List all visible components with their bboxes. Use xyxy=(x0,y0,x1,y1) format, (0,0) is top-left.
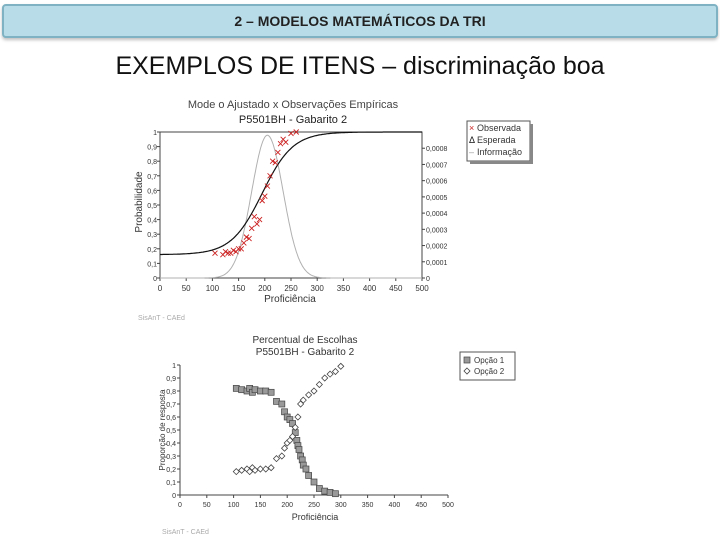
chart-legend xyxy=(460,352,515,380)
observed-point xyxy=(213,251,218,256)
chart-legend xyxy=(467,121,533,164)
y-tick-label: 0,4 xyxy=(147,217,157,225)
option1-point xyxy=(279,401,285,407)
option1-point xyxy=(268,389,274,395)
chart-title: Percentual de Escolhas xyxy=(252,335,358,346)
x-tick-label: 300 xyxy=(334,502,347,509)
option2-point xyxy=(295,414,301,420)
y2-tick-label: 0,0007 xyxy=(426,162,448,170)
x-tick-label: 0 xyxy=(178,502,182,509)
y-tick-label: 0,3 xyxy=(147,232,157,240)
y2-tick-label: 0,0008 xyxy=(426,146,448,154)
chart-title: Mode o Ajustado x Observações Empíricas xyxy=(187,99,399,111)
option1-point xyxy=(303,466,309,472)
legend-label-option1: Opção 1 xyxy=(474,356,505,365)
y-tick-label: 0 xyxy=(153,276,157,283)
x-tick-label: 150 xyxy=(254,502,267,509)
observed-point xyxy=(257,217,262,222)
chart-subtitle: P5501BH - Gabarito 2 xyxy=(238,114,348,126)
y-tick-label: 0,9 xyxy=(147,144,157,152)
x-tick-label: 100 xyxy=(227,502,240,509)
x-tick-label: 300 xyxy=(310,284,324,293)
y-tick-label: 0,7 xyxy=(166,402,176,409)
option1-point xyxy=(306,473,312,479)
y-tick-label: 0,2 xyxy=(166,467,176,474)
y-tick-label: 0,3 xyxy=(166,454,176,461)
chart-subtitle: P5501BH - Gabarito 2 xyxy=(255,347,355,358)
observed-point xyxy=(278,141,283,146)
option2-point xyxy=(327,371,333,377)
y-tick-label: 0,5 xyxy=(166,428,176,435)
x-tick-label: 500 xyxy=(442,502,454,509)
x-tick-label: 400 xyxy=(388,502,401,509)
option2-point xyxy=(338,363,344,369)
observed-point xyxy=(252,214,257,219)
legend-marker-observed: × xyxy=(469,123,475,133)
option2-point xyxy=(233,469,239,475)
y-tick-label: 0,2 xyxy=(147,246,157,254)
y2-tick-label: 0,0003 xyxy=(426,227,448,235)
x-tick-label: 200 xyxy=(258,284,272,293)
option2-point xyxy=(306,392,312,398)
legend-label-information: Informação xyxy=(477,147,523,157)
y-tick-label: 0,5 xyxy=(147,203,157,210)
y-tick-label: 0,6 xyxy=(166,415,176,422)
observed-point xyxy=(262,194,267,199)
slide-title: EXEMPLOS DE ITENS – discriminação boa xyxy=(115,52,605,80)
x-tick-label: 350 xyxy=(361,502,374,509)
y-tick-label: 0,1 xyxy=(147,261,157,269)
observed-point xyxy=(260,198,265,203)
x-tick-label: 350 xyxy=(336,284,351,293)
x-tick-label: 400 xyxy=(362,284,377,293)
expected-curve xyxy=(160,132,422,255)
x-axis-label: Proficiência xyxy=(291,512,339,522)
option2-point xyxy=(311,388,317,394)
observed-point xyxy=(249,226,254,231)
information-curve xyxy=(160,135,422,278)
y-tick-label: 0,8 xyxy=(166,389,176,396)
x-tick-label: 250 xyxy=(284,284,298,293)
option2-point xyxy=(332,369,338,375)
y2-tick-label: 0 xyxy=(426,276,430,283)
option2-point xyxy=(273,456,279,462)
option2-point xyxy=(268,465,274,471)
y-tick-label: 0,8 xyxy=(147,159,157,167)
y-axis-label: Probabilidade xyxy=(134,171,145,233)
y2-tick-label: 0,0001 xyxy=(426,259,448,267)
option1-point xyxy=(311,479,317,485)
option2-point xyxy=(316,382,322,388)
legend-marker-expected: Δ xyxy=(469,135,476,145)
chart-footer: SisAnT - CAEd xyxy=(138,315,185,322)
option-choice-chart xyxy=(0,328,720,540)
y2-tick-label: 0,0006 xyxy=(426,178,448,186)
option2-point xyxy=(263,466,269,472)
chart-footer: SisAnT - CAEd xyxy=(162,529,209,536)
y-tick-label: 1 xyxy=(153,130,157,137)
y-tick-label: 0,6 xyxy=(147,188,157,196)
x-tick-label: 500 xyxy=(415,284,429,293)
icc-chart xyxy=(0,90,720,326)
plot-frame xyxy=(160,132,422,278)
y-tick-label: 0,4 xyxy=(166,441,176,448)
x-tick-label: 50 xyxy=(202,502,211,509)
legend-label-option2: Opção 2 xyxy=(474,367,505,376)
option2-point xyxy=(282,445,288,451)
option1-point xyxy=(296,447,302,453)
legend-label-observed: Observada xyxy=(477,123,522,133)
observed-point xyxy=(275,150,280,155)
option2-point xyxy=(239,467,245,473)
y-axis-label: Proporção de resposta xyxy=(158,389,167,471)
observed-point xyxy=(254,221,259,226)
y2-tick-label: 0,0004 xyxy=(426,211,448,219)
x-tick-label: 450 xyxy=(389,284,403,293)
option2-point xyxy=(279,453,285,459)
option1-point xyxy=(332,491,338,497)
x-tick-label: 250 xyxy=(308,502,320,509)
y2-tick-label: 0,0005 xyxy=(426,194,448,202)
x-tick-label: 450 xyxy=(415,502,428,509)
legend-label-expected: Esperada xyxy=(477,135,516,145)
x-tick-label: 150 xyxy=(231,284,246,293)
y2-tick-label: 0,0002 xyxy=(426,243,448,251)
x-tick-label: 0 xyxy=(157,284,163,293)
x-tick-label: 50 xyxy=(181,284,191,293)
y-tick-label: 0 xyxy=(172,493,176,500)
x-axis-label: Proficiência xyxy=(264,294,316,305)
observed-point xyxy=(241,240,246,245)
x-tick-label: 200 xyxy=(281,502,294,509)
y-tick-label: 0,9 xyxy=(166,376,176,383)
y-tick-label: 0,7 xyxy=(147,173,157,181)
y-tick-label: 0,1 xyxy=(166,480,176,487)
legend-marker-information: – xyxy=(469,147,475,157)
x-tick-label: 100 xyxy=(205,284,220,293)
header-banner xyxy=(2,4,718,38)
option2-point xyxy=(322,375,328,381)
observed-point xyxy=(283,140,288,145)
header-title: 2 – MODELOS MATEMÁTICOS DA TRI xyxy=(234,13,486,29)
y-tick-label: 1 xyxy=(172,363,176,370)
